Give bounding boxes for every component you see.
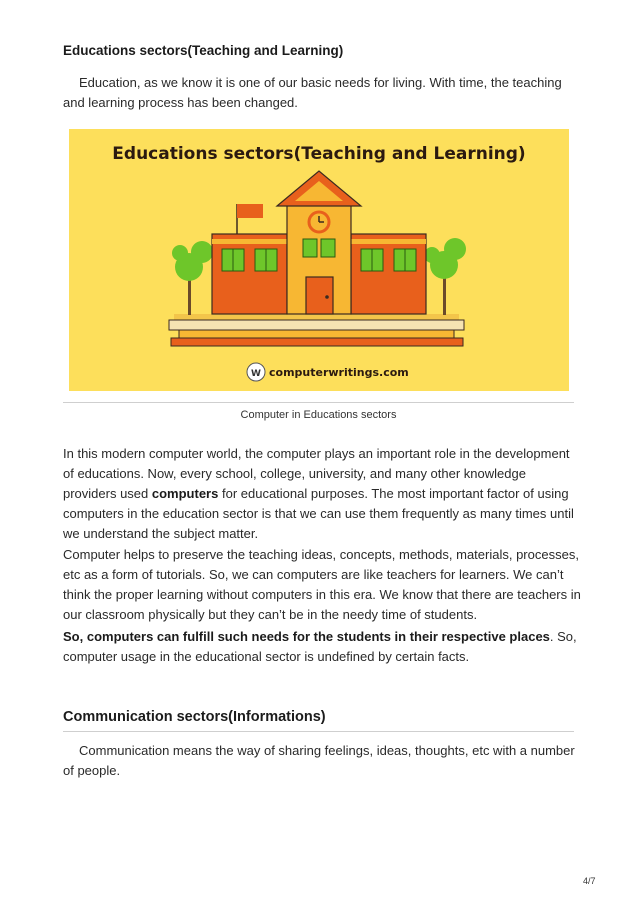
paragraph-text: In this modern computer world, the computer plays an important role in the development of educations. Now, every school, college, university, and many other knowledge providers used [63,446,570,501]
education-intro-paragraph: Education, as we know it is one of our basic needs for living. With time, the teaching and learning process has been changed. [63,75,562,110]
section-heading-communication: Communication sectors(Informations) [63,709,326,725]
teaching-preservation-paragraph: Computer helps to preserve the teaching ideas, concepts, methods, materials, processes, etc as a form of tutorials. So, we can computers are like teachers for learners. We can’t think the proper learning without computers in this era. We know that there are teachers in our classroom physically but they can’t be in the needy time of students. [63,547,581,622]
svg-text:W: W [251,369,261,379]
caption-divider [63,402,574,403]
site-name: computerwritings.com [269,366,409,379]
paragraph-text: . So, computer usage in the educational sector is undefined by certain facts. [63,629,577,664]
site-logo-icon [247,363,265,381]
section-divider [63,731,574,732]
figure-caption: Computer in Educations sectors [240,409,397,421]
paragraph-text: for educational purposes. The most important factor of using computers in the education sector is that we can use them frequently as many times until we understand the subject matter. [63,486,574,541]
conclusion-paragraph [63,627,583,667]
communication-intro-paragraph: Communication means the way of sharing feelings, ideas, thoughts, etc with a number of people. [63,743,575,778]
page-number: 4/7 [583,876,596,886]
computer-role-paragraph [63,444,583,544]
bold-term-computers: computers [151,486,219,501]
education-illustration [69,129,569,391]
banner-title: Educations sectors(Teaching and Learning) [112,144,526,164]
bold-statement: So, computers can fulfill such needs for the students in their respective places [63,629,550,644]
section-heading-education: Educations sectors(Teaching and Learning) [63,43,344,58]
